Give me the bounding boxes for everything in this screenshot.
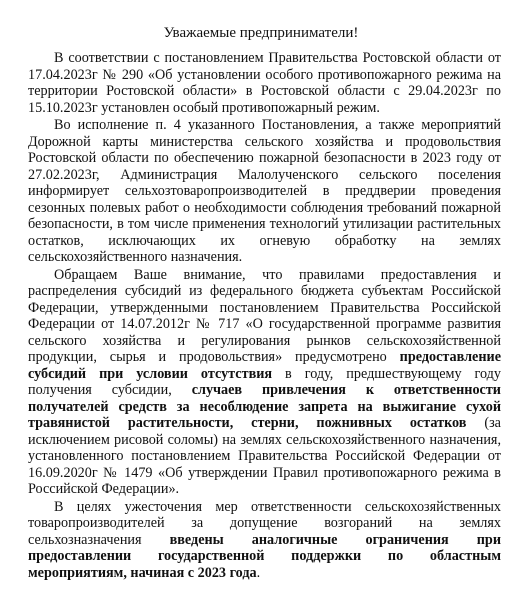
bold-text: предоставление субсидий при условии отсутствия	[28, 349, 501, 382]
paragraph-text: В целях ужесточения мер ответственности сельскохозяйственных товаропроизводителей за допущение возгораний на землях сельхозназначения	[28, 498, 501, 548]
paragraph-text: В соответствии с постановлением Правительства Ростовской области от 17.04.2023г № 290 «Об установлении особого противопожарного режима на территории Ростовской области» в Ростовской области с 29.04.2023г по 15.10.2023г установлен особый противопожарный режим.	[28, 50, 501, 116]
bold-text: введены аналогичные ограничения при предоставлении государственной поддержки по областным мероприятиям, начиная с 2023 года	[28, 531, 501, 581]
paragraph-3	[28, 267, 501, 498]
paragraph-text: в году, предшествующему году получения субсидии,	[28, 365, 501, 398]
paragraph-4	[28, 499, 501, 582]
bold-text: случаев привлечения к ответственности получателей средств за несоблюдение запрета на выжигание сухой травянистой растительности, стерни, пожнивных остатков	[28, 382, 501, 431]
paragraph-1	[28, 50, 501, 116]
paragraph-text: .	[256, 564, 261, 581]
document-body	[28, 50, 501, 581]
paragraph-text: (за исключением рисовой соломы) на землях сельскохозяйственного назначения, установленного постановлением Правительства Российской Федерации от 16.09.2020г № 1479 «Об утверждении Правил противопожарного режима в Российской Федерации».	[28, 415, 501, 497]
paragraph-text: Обращаем Ваше внимание, что правилами предоставления и распределения субсидий из федерального бюджета субъектам Российской Федерации, утвержденными постановлением Правительства Российской Федерации от 14.07.2012г № 717 «О государственной программе развития сельского хозяйства и регулирования рынков сельскохозяйственной продукции, сырья и продовольствия» предусмотрено	[28, 266, 501, 365]
paragraph-text: Во исполнение п. 4 указанного Постановления, а также мероприятий Дорожной карты министерства сельского хозяйства и продовольствия Ростовской области по обеспечению пожарной безопасности в 2023 году от 27.02.2023г, Администрация Малолученского сельского поселения информирует сельхозтоваропроизводителей в преддверии проведения сезонных полевых работ о необходимости соблюдения требований пожарной безопасности, в том числе применения технологий утилизации растительных остатков, исключающих их огневую обработку на землях сельскохозяйственного назначения.	[28, 117, 501, 265]
paragraph-2	[28, 117, 501, 266]
page-title: Уважаемые предприниматели!	[163, 25, 359, 41]
